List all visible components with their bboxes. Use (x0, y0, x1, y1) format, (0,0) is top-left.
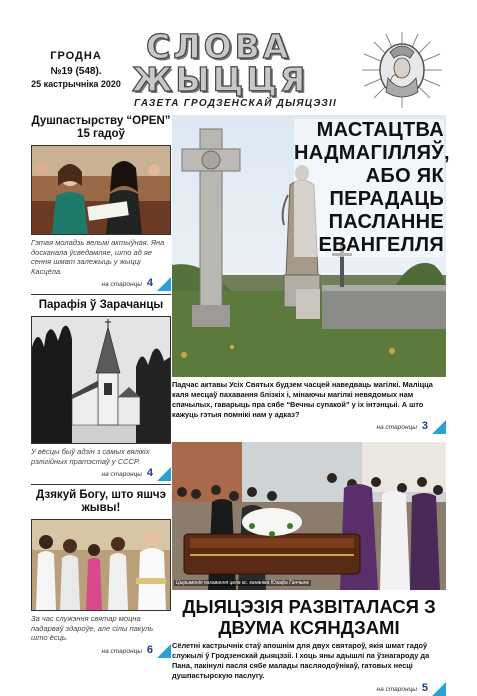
article-photo (31, 316, 171, 444)
article-photo (31, 519, 171, 611)
city-label: ГРОДНА (50, 50, 102, 62)
divider (31, 484, 171, 485)
page-reference[interactable] (172, 682, 446, 696)
second-lede: Сёлетні кастрычнік стаў апошнім для двух святароў, якія шмат гадоў служылі ў Гродзенскай дыяцэзіі. І хоць яны адышлі па ўзнагароду да Пана, пакінулі пасля сябе малады пасляодоўнікаў, гатовых несці душпастырскую паслугу. (172, 641, 430, 680)
right-column (172, 115, 450, 696)
page-reference[interactable] (31, 277, 171, 291)
page-number: 5 (421, 682, 428, 694)
article-photo (31, 145, 171, 235)
triangle-marker-icon (157, 277, 171, 291)
page-number: 3 (421, 420, 428, 432)
issue-number: №19 (548). (50, 66, 102, 77)
triangle-marker-icon (157, 644, 171, 658)
page-label: на старонцы (376, 686, 418, 693)
page-label: на старонцы (101, 647, 143, 655)
article-title: Душпастырству “OPEN” 15 гадоў (31, 115, 171, 140)
divider (31, 294, 171, 295)
page-number: 4 (146, 277, 153, 289)
youth-photo (32, 146, 170, 234)
newspaper-logo (132, 27, 352, 99)
issue-info (28, 50, 124, 89)
main-lede: Падчас актавы Усіх Святых будзем часцей наведваць магілкі. Маліцца каля месцаў пахавання блізкіх і, мінаючы магілкі невядомых нам спачылых, гаварыць пра сябе “Вечны супакой” у іх інтэнцыі. А што кажуць гэтыя помнікі нам у адказ? (172, 380, 433, 419)
sidebar-article-open[interactable] (31, 115, 171, 291)
page-reference[interactable] (172, 420, 446, 434)
triangle-marker-icon (432, 682, 446, 696)
sidebar-article-zarachanka[interactable] (31, 299, 171, 481)
second-story[interactable] (172, 442, 446, 590)
priest-photo (32, 520, 170, 610)
photo-caption: Цырымонія пахавання цела кс. кананіка Юзафа Ганчыка (176, 580, 309, 586)
page-reference[interactable] (31, 644, 171, 658)
page-label: на старонцы (101, 471, 143, 478)
article-caption: За час служэння святар моцна падарваў здароўе, але сілы пакуль што ёсць. (31, 614, 154, 642)
article-title: Парафія ў Зарачанцы (38, 299, 164, 311)
page-number: 6 (146, 643, 153, 656)
issue-date: 25 кастрычніка 2020 (31, 79, 121, 89)
left-column (31, 115, 171, 658)
page-reference[interactable] (31, 467, 171, 481)
church-photo (32, 317, 170, 443)
article-title: Дзякуй Богу, што яшчэ жывы! (36, 489, 166, 514)
page-number: 4 (146, 467, 153, 479)
madonna-icon (360, 30, 444, 110)
page-label: на старонцы (376, 424, 418, 431)
article-caption: Гэтая моладзь вельмі актыўная. Яна досканала ўсведамляе, што ад яе сення шмат залежыць у жыцці Касцёла. (31, 238, 165, 276)
second-headline: ДЫЯЦЭЗІЯ РАЗВІТАЛАСЯ З ДВУМА КСЯНДЗАМІ (182, 596, 436, 638)
logo-line-2: ЖЫЦЦЯ (132, 60, 309, 99)
newspaper-tagline: ГАЗЕТА ГРОДЗЕНСКАЙ ДЫЯЦЭЗІІ (134, 98, 337, 109)
article-caption: У вёсцы быў адзін з самых вялікіх рэлігійных пратэстаў у СССР. (31, 447, 150, 466)
sidebar-article-thank-god[interactable] (31, 489, 171, 658)
triangle-marker-icon (157, 467, 171, 481)
main-story[interactable] (172, 115, 450, 377)
main-headline: МАСТАЦТВА НАДМАГІЛЛЯЎ, АБО ЯК ПЕРАДАЦЬ ПАСЛАННЕ ЕВАНГЕЛЛЯ (294, 119, 450, 256)
logo-line-1: СЛОВА (146, 27, 292, 66)
page-label: на старонцы (101, 281, 143, 288)
triangle-marker-icon (432, 420, 446, 434)
masthead (0, 0, 477, 112)
funeral-photo (172, 442, 446, 590)
